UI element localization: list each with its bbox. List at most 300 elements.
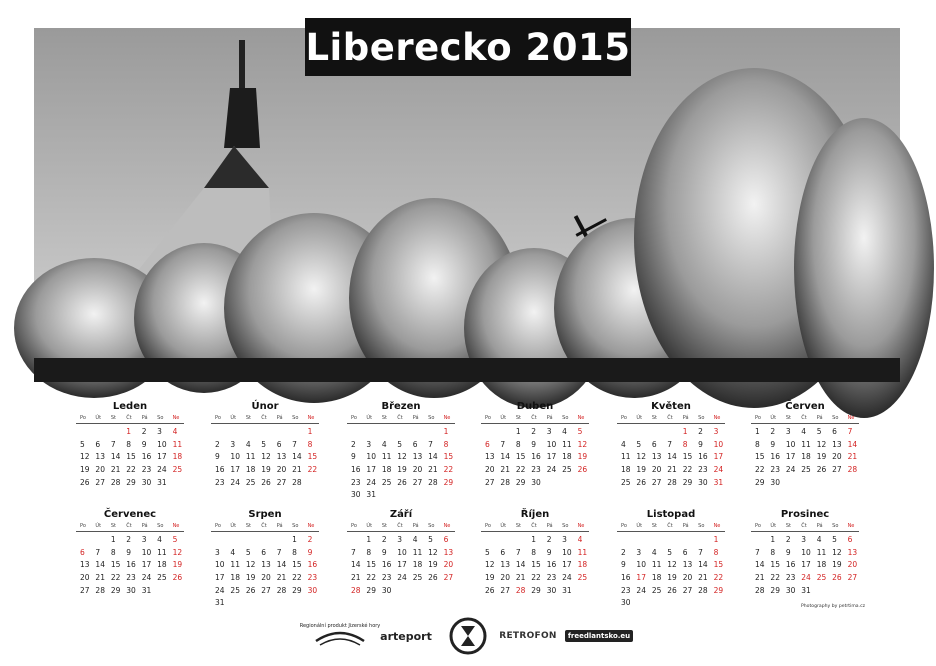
day-cell: 17 [562,560,572,570]
day-cell: 14 [667,452,677,462]
day-cell: 6 [412,439,418,449]
day-cell: 7 [351,547,356,557]
weekday-label: St [245,523,251,529]
day-cell: 23 [546,573,557,583]
weekday-header [347,523,455,532]
weekday-label: Pá [141,415,148,421]
day-cell: 12 [80,452,90,462]
weekday-label: Ne [847,415,855,421]
day-cell: 18 [801,452,811,462]
day-empty [496,427,511,437]
month-name: Listopad [646,509,696,520]
day-cell: 5 [245,547,251,557]
day-grid [76,535,184,595]
day-empty [424,427,439,437]
weekday-label: Po [80,415,86,421]
weekday-label: Čt [397,415,403,421]
day-empty [496,535,511,545]
day-cell: 22 [770,573,780,583]
day-cell: 2 [698,427,703,436]
day-cell: 20 [651,465,662,475]
weekday-header [617,415,725,424]
weekday-label: Pá [412,523,419,529]
day-cell: 10 [141,547,152,557]
day-cell: 25 [801,465,811,475]
weekday-label: So [428,415,435,421]
day-cell: 9 [770,439,776,449]
weekday-header [76,415,184,424]
day-cell: 9 [621,560,626,570]
day-cell: 1 [713,535,719,544]
day-cell: 27 [485,477,495,487]
day-cell: 18 [381,465,392,475]
day-cell: 26 [428,573,438,583]
weekday-label: Pá [682,415,689,421]
weekday-label: Ne [172,415,180,421]
day-cell: 25 [562,465,572,475]
day-cell: 12 [667,560,677,570]
weekday-label: So [698,415,705,421]
day-cell: 25 [621,477,631,487]
day-cell: 8 [292,547,297,557]
day-cell: 10 [785,439,796,449]
weekday-label: So [562,523,569,529]
month-3 [347,401,455,500]
weekday-label: Po [351,523,357,529]
day-cell: 21 [755,573,765,583]
day-cell: 16 [531,452,541,462]
day-empty [257,427,272,437]
day-cell: 8 [110,547,116,557]
day-cell: 20 [276,465,287,475]
day-cell: 16 [698,452,708,462]
day-cell: 14 [428,452,438,462]
day-cell: 10 [397,547,407,557]
day-cell: 4 [157,535,162,544]
day-cell: 5 [397,439,403,449]
day-empty [226,535,241,545]
day-cell: 18 [816,560,827,570]
day-cell: 15 [292,560,302,570]
day-cell: 19 [428,560,438,570]
day-cell: 13 [485,452,495,462]
day-cell: 14 [110,452,121,462]
month-4 [481,401,589,487]
day-cell: 13 [95,452,105,462]
day-cell: 21 [698,573,708,583]
day-cell: 26 [172,573,183,583]
day-cell: 12 [245,560,256,570]
day-cell: 26 [667,585,677,595]
day-cell: 7 [110,439,116,449]
day-cell: 16 [141,452,152,462]
day-cell: 24 [366,477,376,487]
weekday-label: Čt [801,523,807,529]
day-empty [679,535,694,545]
day-cell: 12 [636,452,646,462]
day-cell: 18 [412,560,423,570]
day-cell: 21 [276,573,287,583]
day-cell: 31 [713,477,724,487]
day-cell: 15 [755,452,765,462]
day-cell: 22 [110,573,121,583]
day-cell: 8 [770,547,776,557]
day-cell: 25 [381,477,392,487]
weekday-label: Po [485,523,491,529]
day-cell: 11 [577,547,588,557]
weekday-label: Pá [276,523,283,529]
day-cell: 19 [172,560,183,570]
day-cell: 7 [755,547,760,557]
weekday-label: St [515,523,521,529]
day-grid [617,535,725,608]
day-cell: 22 [307,465,318,475]
day-cell: 3 [785,427,791,436]
day-grid [211,427,319,487]
day-cell: 22 [292,573,302,583]
day-cell: 14 [292,452,302,462]
day-cell: 3 [157,427,162,436]
day-cell: 13 [832,439,842,449]
day-empty [211,535,226,545]
day-cell: 21 [351,573,361,583]
day-cell: 6 [261,547,267,557]
weekday-label: Út [636,415,643,421]
weekday-header [751,523,859,532]
month-name: Červen [785,401,825,412]
month-name: Leden [112,401,148,412]
day-cell: 15 [713,560,724,570]
day-cell: 24 [636,585,646,595]
day-cell: 29 [515,477,526,487]
day-cell: 20 [80,573,90,583]
day-cell: 31 [141,585,152,595]
day-cell: 5 [577,427,583,436]
day-cell: 13 [682,560,693,570]
day-empty [663,427,678,437]
day-cell: 1 [366,535,372,544]
weekday-label: Út [230,523,237,529]
month-name: Srpen [248,509,282,520]
weekday-label: So [698,523,705,529]
day-empty [273,427,288,437]
day-cell: 23 [307,573,318,583]
day-cell: 5 [172,535,178,544]
day-cell: 8 [531,547,537,557]
day-empty [257,535,272,545]
day-cell: 30 [621,598,631,608]
weekday-label: Po [215,523,221,529]
day-cell: 24 [562,573,572,583]
day-cell: 5 [636,439,642,449]
weekday-label: Po [621,523,627,529]
day-cell: 17 [546,452,557,462]
day-cell: 27 [847,573,858,583]
day-cell: 26 [636,477,646,487]
weekday-header [481,415,589,424]
day-cell: 24 [785,465,796,475]
day-cell: 5 [261,439,267,449]
day-cell: 17 [141,560,152,570]
day-cell: 14 [515,560,526,570]
day-cell: 18 [621,465,631,475]
day-cell: 4 [172,427,178,436]
day-cell: 5 [428,535,433,544]
weekday-label: Po [80,523,86,529]
day-cell: 15 [531,560,541,570]
day-cell: 24 [397,573,407,583]
day-cell: 24 [157,465,167,475]
day-cell: 12 [172,547,183,557]
day-cell: 13 [412,452,423,462]
day-cell: 30 [546,585,557,595]
day-cell: 21 [515,573,526,583]
day-cell: 22 [531,573,541,583]
day-cell: 3 [713,427,719,436]
jizerske-hory-logo [299,616,381,656]
day-cell: 20 [261,573,271,583]
weekday-header [211,523,319,532]
day-cell: 4 [412,535,418,544]
month-8 [211,509,319,608]
day-cell: 31 [157,477,167,487]
day-cell: 8 [366,547,372,557]
weekday-label: Čt [531,415,537,421]
day-cell: 19 [667,573,677,583]
month-name: Prosinec [780,509,830,520]
day-cell: 26 [816,465,827,475]
day-empty [694,535,709,545]
month-10 [481,509,589,595]
day-cell: 8 [682,439,688,449]
day-cell: 3 [562,535,567,544]
day-cell: 19 [261,465,271,475]
day-cell: 4 [381,439,387,449]
month-9 [347,509,455,595]
day-cell: 5 [816,427,822,436]
weekday-header [751,415,859,424]
day-empty [409,427,424,437]
day-cell: 29 [110,585,121,595]
day-empty [107,427,122,437]
weekday-label: Pá [141,523,148,529]
day-cell: 20 [95,465,105,475]
day-cell: 26 [397,477,407,487]
day-cell: 22 [443,465,454,475]
weekday-label: Pá [546,523,553,529]
day-cell: 6 [276,439,282,449]
weekday-label: Út [500,523,507,529]
day-cell: 30 [698,477,708,487]
day-cell: 28 [500,477,510,487]
day-cell: 3 [215,547,220,557]
day-cell: 21 [428,465,438,475]
day-cell: 9 [531,439,537,449]
month-1 [76,401,184,487]
day-cell: 29 [366,585,376,595]
day-cell: 24 [141,573,152,583]
day-cell: 29 [443,477,454,487]
day-cell: 2 [546,535,552,544]
day-empty [91,535,106,545]
day-cell: 27 [412,477,423,487]
weekday-label: Út [770,415,777,421]
day-empty [481,535,496,545]
day-cell: 30 [381,585,392,595]
day-cell: 6 [847,535,853,544]
day-cell: 13 [500,560,510,570]
day-cell: 13 [847,547,858,557]
day-cell: 27 [651,477,662,487]
weekday-label: Pá [412,415,419,421]
day-cell: 25 [172,465,183,475]
day-cell: 3 [366,439,372,449]
day-cell: 7 [698,547,703,557]
day-cell: 16 [381,560,392,570]
day-empty [632,427,647,437]
day-cell: 12 [485,560,495,570]
day-cell: 10 [636,560,646,570]
day-cell: 12 [816,439,827,449]
weekday-label: Pá [276,415,283,421]
day-cell: 2 [381,535,387,544]
weekday-label: St [515,415,521,421]
weekday-label: Pá [816,523,823,529]
weekday-label: Po [755,415,761,421]
day-cell: 20 [847,560,858,570]
weekday-label: Čt [126,415,132,421]
day-cell: 13 [443,547,454,557]
day-cell: 20 [485,465,495,475]
day-cell: 5 [667,547,673,557]
day-cell: 23 [770,465,780,475]
weekday-label: So [292,523,299,529]
day-cell: 4 [816,535,822,544]
day-cell: 18 [230,573,240,583]
month-name: Březen [381,401,421,412]
day-cell: 18 [157,560,167,570]
day-cell: 3 [636,547,642,557]
day-cell: 30 [531,477,541,487]
day-cell: 27 [261,585,271,595]
day-cell: 19 [816,452,827,462]
weekday-label: St [651,415,657,421]
day-cell: 12 [832,547,842,557]
day-empty [378,427,393,437]
day-cell: 6 [682,547,688,557]
weekday-header [617,523,725,532]
weekday-label: Út [95,415,102,421]
weekday-label: Ne [443,415,451,421]
weekday-label: Út [500,415,507,421]
month-name: Duben [516,401,554,412]
day-cell: 6 [80,547,85,557]
day-cell: 15 [770,560,780,570]
day-cell: 27 [443,573,454,583]
month-name: Říjen [520,509,550,520]
day-cell: 22 [713,573,724,583]
day-cell: 28 [292,477,302,487]
day-empty [347,535,362,545]
weekday-label: Út [230,415,237,421]
day-cell: 4 [230,547,236,557]
weekday-label: St [785,523,791,529]
day-cell: 10 [157,439,167,449]
weekday-header [481,523,589,532]
day-cell: 29 [755,477,765,487]
day-empty [76,427,91,437]
day-cell: 30 [307,585,318,595]
day-cell: 25 [577,573,588,583]
weekday-label: Ne [172,523,180,529]
weekday-label: Ne [307,523,315,529]
day-cell: 28 [276,585,287,595]
day-cell: 19 [832,560,842,570]
day-cell: 11 [172,439,183,449]
day-cell: 15 [515,452,526,462]
day-empty [242,427,257,437]
day-cell: 11 [157,547,167,557]
day-cell: 10 [713,439,724,449]
sponsor-logos [299,616,631,656]
day-empty [512,535,527,545]
day-cell: 1 [755,427,760,436]
day-cell: 11 [816,547,827,557]
day-cell: 7 [500,439,506,449]
day-cell: 11 [381,452,392,462]
day-cell: 23 [531,465,541,475]
day-empty [273,535,288,545]
day-empty [211,427,226,437]
day-empty [226,427,241,437]
day-cell: 10 [546,439,557,449]
day-cell: 18 [651,573,662,583]
day-cell: 22 [682,465,693,475]
day-cell: 19 [245,573,256,583]
hourglass-logo [448,616,488,656]
weekday-label: So [832,523,839,529]
weekday-label: Út [366,415,373,421]
month-11 [617,509,725,608]
day-cell: 4 [577,535,583,544]
retrofon-logo-text: RETROFON [499,631,557,641]
weekday-label: St [381,415,387,421]
day-cell: 24 [713,465,724,475]
weekday-label: Ne [577,415,585,421]
day-cell: 29 [682,477,693,487]
day-cell: 22 [126,465,136,475]
day-cell: 18 [562,452,572,462]
day-grid [481,427,589,487]
day-grid [347,427,455,500]
day-cell: 16 [621,573,631,583]
day-cell: 5 [832,535,837,544]
day-cell: 13 [651,452,662,462]
day-cell: 11 [562,439,572,449]
day-cell: 28 [428,477,438,487]
day-cell: 16 [126,560,136,570]
day-cell: 29 [770,585,780,595]
day-cell: 6 [832,427,837,436]
weekday-header [211,415,319,424]
day-grid [347,535,455,595]
day-cell: 21 [292,465,302,475]
day-cell: 19 [577,452,588,462]
month-2 [211,401,319,487]
day-grid [617,427,725,487]
weekday-label: Ne [713,523,721,529]
day-cell: 24 [215,585,225,595]
